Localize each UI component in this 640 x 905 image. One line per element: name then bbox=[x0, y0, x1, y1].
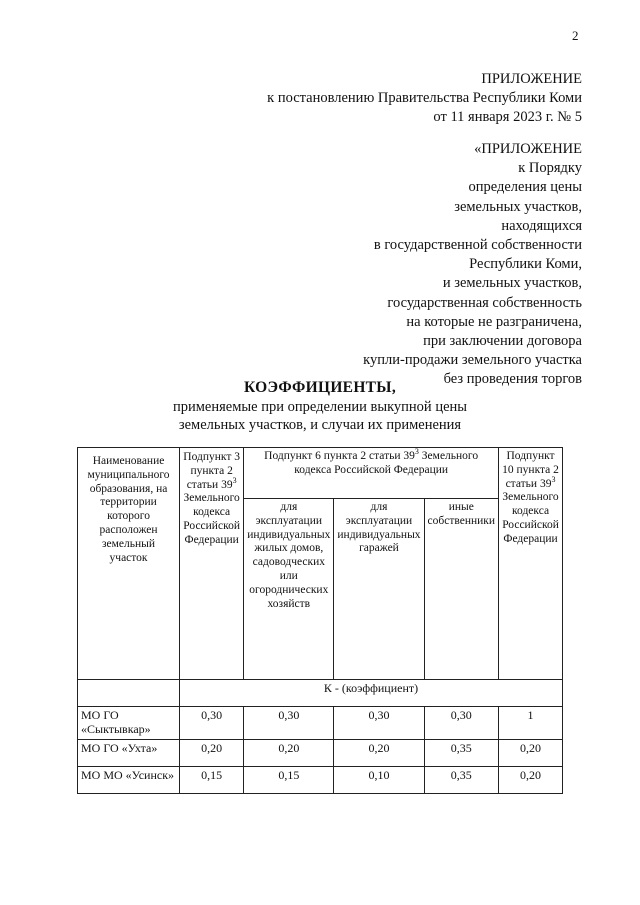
inner-appendix-line: Республики Коми, bbox=[469, 256, 582, 273]
header-subclause-10-text: Подпункт 10 пункта 2 статьи 39 bbox=[502, 450, 559, 490]
title-main: КОЭФФИЦИЕНТЫ, bbox=[243, 379, 397, 396]
table-header-row bbox=[78, 448, 563, 499]
subheader-garages: для эксплуатации индивидуальных гаражей bbox=[334, 499, 424, 680]
row-municipality: МО ГО «Сыктывкар» bbox=[78, 707, 180, 740]
header-subclause-3-text: Подпункт 3 пункта 2 статьи 39 bbox=[183, 451, 240, 491]
appendix-title: ПРИЛОЖЕНИЕ bbox=[481, 71, 582, 87]
row-municipality: МО ГО «Ухта» bbox=[78, 739, 180, 766]
row-value: 0,15 bbox=[180, 766, 244, 793]
inner-appendix-line: при заключении договора bbox=[423, 333, 582, 350]
inner-appendix-line: определения цены bbox=[468, 179, 582, 196]
row-value: 0,10 bbox=[334, 766, 424, 793]
inner-appendix-line: на которые не разграничена, bbox=[406, 313, 582, 330]
row-value: 1 bbox=[499, 707, 563, 740]
header-subclause-10-sup: 3 bbox=[551, 474, 556, 484]
table-row bbox=[78, 739, 563, 766]
inner-appendix-line: купли-продажи земельного участка bbox=[363, 352, 582, 369]
header-subclause-6-text-end: Земельного кодекса Российской Федерации bbox=[294, 450, 479, 476]
page-number: 2 bbox=[572, 28, 579, 43]
row-value: 0,30 bbox=[424, 707, 499, 740]
title-subtitle-line1: применяемые при определении выкупной цены bbox=[172, 399, 468, 415]
table-row bbox=[78, 707, 563, 740]
row-value: 0,20 bbox=[180, 739, 244, 766]
table-row bbox=[78, 766, 563, 793]
subheader-houses: для эксплуатации индивидуальных жилых домов, садоводческих или огороднических хозяйств bbox=[244, 499, 334, 680]
header-subclause-6-sup: 3 bbox=[414, 447, 419, 457]
document-title bbox=[0, 378, 640, 434]
row-value: 0,30 bbox=[180, 707, 244, 740]
title-subtitle-line2: земельных участков, и случаи их применения bbox=[178, 417, 462, 433]
row-value: 0,30 bbox=[244, 707, 334, 740]
inner-appendix-line: без проведения торгов bbox=[443, 371, 582, 388]
header-subclause-6 bbox=[244, 448, 499, 499]
row-value: 0,20 bbox=[244, 739, 334, 766]
inner-appendix-line: и земельных участков, bbox=[442, 275, 582, 292]
row-value: 0,20 bbox=[499, 766, 563, 793]
header-subclause-3 bbox=[180, 448, 244, 680]
inner-appendix-line: земельных участков, bbox=[454, 198, 582, 215]
inner-appendix-line: «ПРИЛОЖЕНИЕ bbox=[474, 141, 582, 157]
row-value: 0,15 bbox=[244, 766, 334, 793]
row-value: 0,30 bbox=[334, 707, 424, 740]
appendix-decree: к постановлению Правительства Республики Коми bbox=[267, 90, 582, 106]
coefficients-table bbox=[77, 447, 563, 794]
header-subclause-10-text-end: Земельного кодекса Российской Федерации bbox=[502, 491, 559, 545]
header-subclause-3-sup: 3 bbox=[232, 475, 237, 485]
row-value: 0,20 bbox=[334, 739, 424, 766]
inner-appendix-line: в государственной собственности bbox=[373, 237, 582, 254]
inner-appendix-line: к Порядку bbox=[518, 160, 582, 177]
subheader-other-owners: иные собственники bbox=[424, 499, 499, 680]
header-subclause-3-text-end: Земельного кодекса Российской Федерации bbox=[183, 492, 240, 546]
row-municipality: МО МО «Усинск» bbox=[78, 766, 180, 793]
inner-appendix bbox=[363, 140, 582, 390]
header-municipality: Наименование муниципального образования, на территории которого расположен земельный участок bbox=[78, 448, 180, 680]
row-value: 0,20 bbox=[499, 739, 563, 766]
empty-cell bbox=[78, 680, 180, 707]
header-subclause-10 bbox=[499, 448, 563, 680]
inner-appendix-line: государственная собственность bbox=[387, 294, 582, 311]
coefficient-label-row bbox=[78, 680, 563, 707]
appendix-header bbox=[267, 70, 582, 127]
inner-appendix-line: находящихся bbox=[501, 217, 582, 234]
appendix-date: от 11 января 2023 г. № 5 bbox=[433, 109, 582, 125]
header-subclause-6-text: Подпункт 6 пункта 2 статьи 39 bbox=[264, 450, 415, 462]
row-value: 0,35 bbox=[424, 739, 499, 766]
row-value: 0,35 bbox=[424, 766, 499, 793]
coefficient-label: К - (коэффициент) bbox=[180, 680, 563, 707]
